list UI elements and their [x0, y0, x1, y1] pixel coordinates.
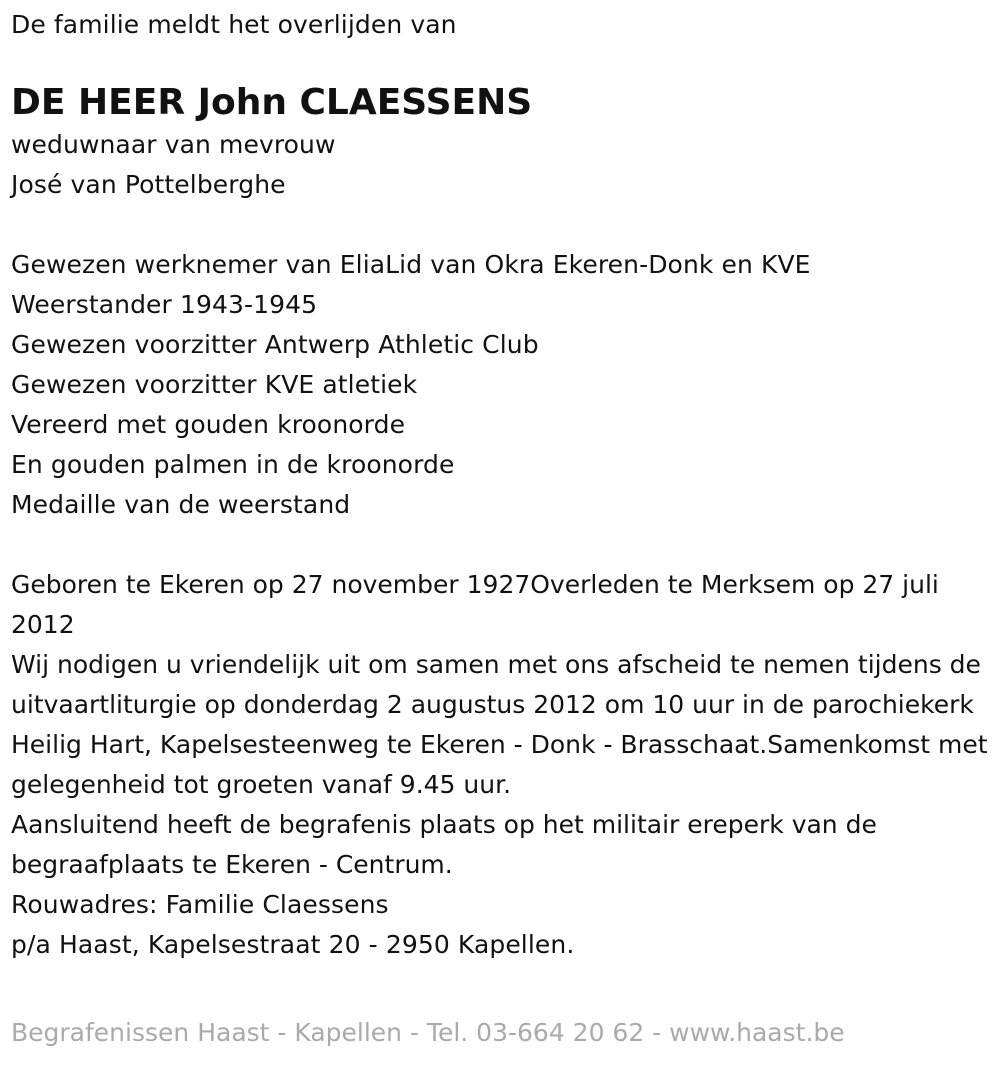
- address-line-2: p/a Haast, Kapelsestraat 20 - 2950 Kapellen.: [11, 930, 575, 959]
- spacer: [11, 525, 991, 565]
- birth-death-dates: Geboren te Ekeren op 27 november 1927Overleden te Merksem op 27 juli 2012: [11, 570, 939, 639]
- career-line: Medaille van de weerstand: [11, 490, 351, 519]
- funeral-invitation: Wij nodigen u vriendelijk uit om samen met ons afscheid te nemen tijdens de uitvaartliturgie op donderdag 2 augustus 2012 om 10 uur in de parochiekerk Heilig Hart, Kapelsesteenweg te Ekeren - Donk - Brasschaat.Samenkomst met gelegenheid tot groeten vanaf 9.45 uur.: [11, 650, 988, 799]
- career-line: Gewezen voorzitter KVE atletiek: [11, 370, 418, 399]
- career-line: Weerstander 1943-1945: [11, 290, 318, 319]
- spacer: [11, 205, 991, 245]
- burial-info: Aansluitend heeft de begrafenis plaats op het militair ereperk van de begraafplaats te Ekeren - Centrum.: [11, 810, 877, 879]
- career-line: En gouden palmen in de kroonorde: [11, 450, 455, 479]
- relation-line-2: José van Pottelberghe: [11, 170, 286, 199]
- career-line: Gewezen voorzitter Antwerp Athletic Club: [11, 330, 539, 359]
- career-line: Gewezen werknemer van EliaLid van Okra Ekeren-Donk en KVE: [11, 250, 811, 279]
- relation-line-1: weduwnaar van mevrouw: [11, 130, 336, 159]
- career-line: Vereerd met gouden kroonorde: [11, 410, 406, 439]
- intro-text: De familie meldt het overlijden van: [11, 10, 457, 39]
- funeral-home-footer: Begrafenissen Haast - Kapellen - Tel. 03-664 20 62 - www.haast.be: [11, 1018, 845, 1047]
- address-line-1: Rouwadres: Familie Claessens: [11, 890, 389, 919]
- deceased-name: DE HEER John CLAESSENS: [11, 82, 533, 123]
- obituary-notice: [11, 0, 991, 965]
